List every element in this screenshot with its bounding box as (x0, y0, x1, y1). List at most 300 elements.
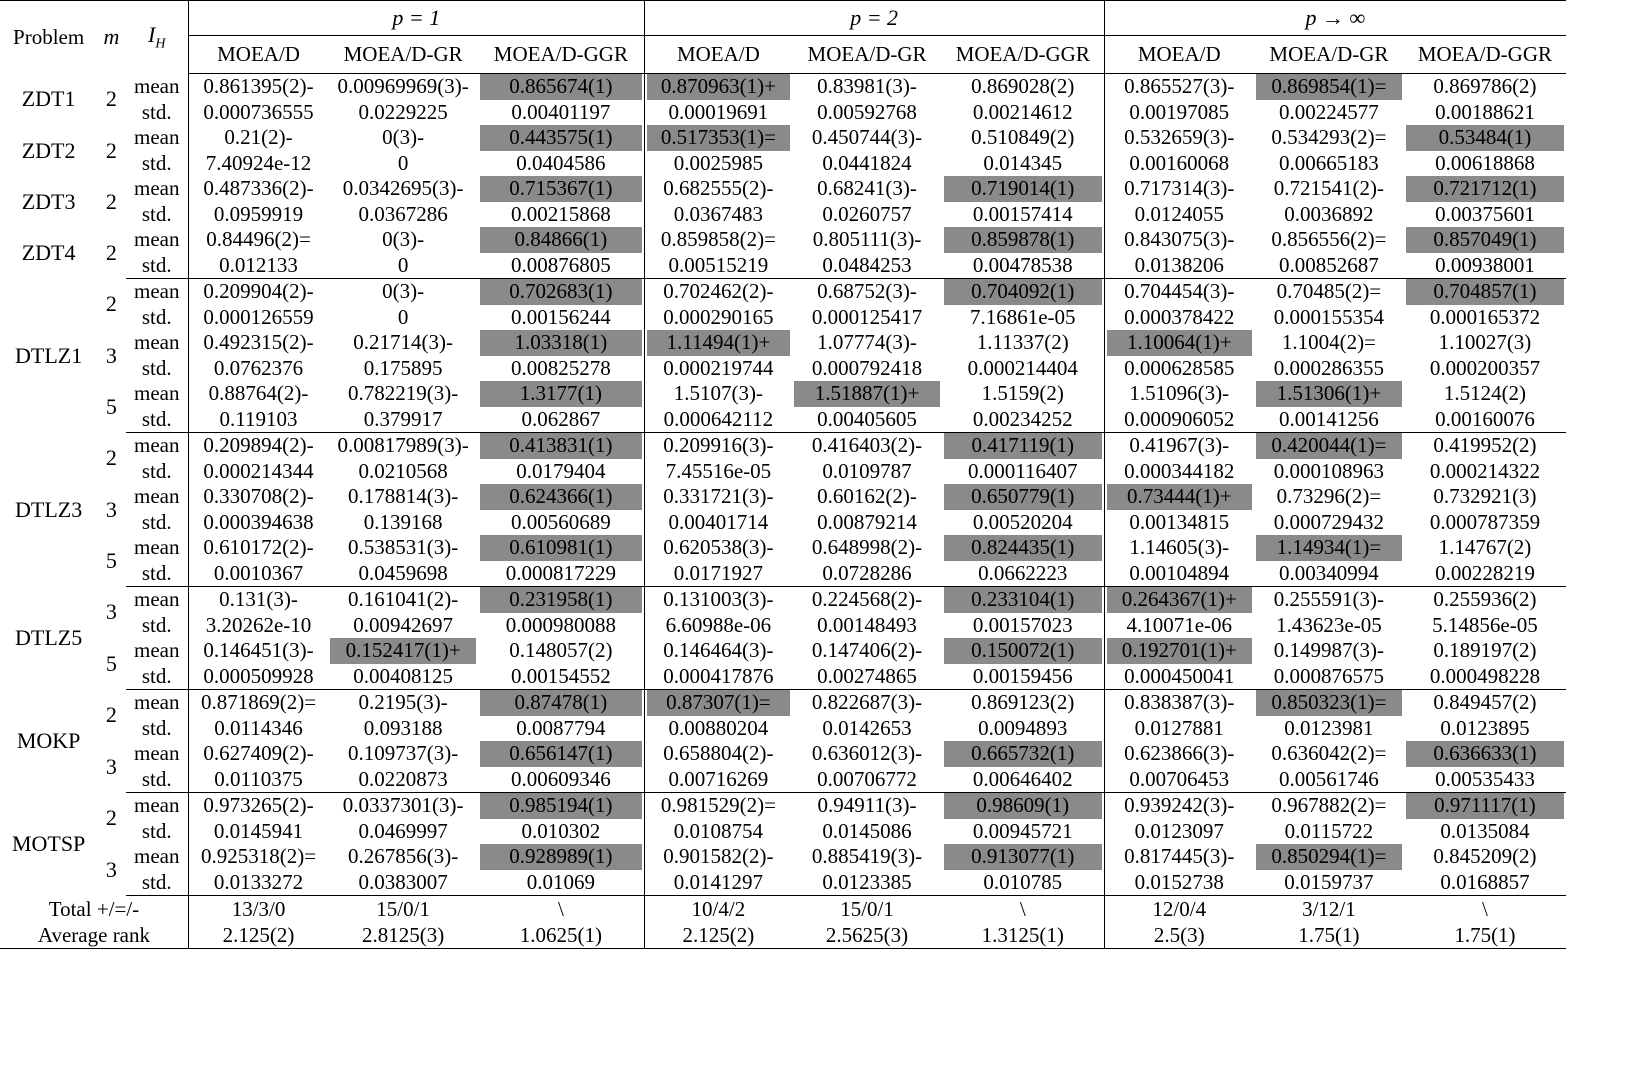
value-cell-best (644, 690, 792, 716)
value-cell (328, 844, 478, 870)
value-cell (942, 330, 1104, 356)
value-cell-best (1104, 587, 1254, 613)
value-text: 0.000417876 (663, 663, 774, 688)
value-cell (1404, 151, 1566, 177)
value-text: 0.00852687 (1279, 252, 1379, 277)
value-text: 0.925318(2)= (200, 844, 317, 868)
objective-count: 2 (105, 291, 117, 317)
value-cell (1254, 100, 1404, 126)
value-cell (942, 253, 1104, 279)
value-cell-best (1254, 74, 1404, 100)
alg-header: MOEA/D-GGR (1404, 36, 1566, 74)
value-cell (1104, 741, 1254, 767)
value-text: 0.109737(3)- (348, 741, 459, 765)
value-text: 0.0728286 (822, 560, 912, 585)
stat-label: std. (126, 613, 189, 639)
value-cell (188, 535, 328, 561)
value-text: 0.857049(1) (1406, 227, 1564, 253)
value-text: 3.20262e-10 (205, 612, 312, 637)
value-text: 0.981529(2)= (660, 793, 776, 817)
alg-header: MOEA/D-GR (1254, 36, 1404, 74)
value-text: 0.00134815 (1129, 509, 1230, 534)
value-text: 0.0145941 (213, 818, 304, 843)
value-cell-best (478, 793, 644, 819)
value-text: 0.939242(3)- (1124, 793, 1235, 817)
value-text: 0.0959919 (213, 201, 304, 226)
value-cell (792, 484, 942, 510)
value-cell (1404, 587, 1566, 613)
value-cell-best (942, 227, 1104, 253)
table-row (0, 484, 1566, 510)
value-text: 0.73444(1)+ (1107, 484, 1252, 510)
objective-count: 3 (105, 856, 117, 882)
value-text: 0.139168 (363, 509, 443, 534)
value-text: 0.267856(3)- (348, 844, 459, 868)
value-text: 0.00716269 (668, 766, 769, 791)
value-cell (644, 356, 792, 382)
value-cell (792, 638, 942, 664)
value-text: 0.00938001 (1435, 252, 1535, 277)
value-text: 0.000214322 (1429, 458, 1541, 483)
stat-label: std. (126, 870, 189, 896)
value-cell (188, 356, 328, 382)
value-cell (328, 459, 478, 485)
value-text: 0.0124055 (1134, 201, 1224, 226)
problem-name: ZDT3 (21, 188, 76, 214)
value-text: 0.255936(2) (1433, 587, 1537, 611)
value-text: 0.000219744 (663, 355, 774, 380)
value-text: 0.967882(2)= (1271, 793, 1387, 817)
value-text: 0.885419(3)- (811, 844, 923, 868)
value-cell (942, 767, 1104, 793)
value-cell (644, 664, 792, 690)
value-cell (1254, 202, 1404, 228)
value-cell (1104, 305, 1254, 331)
value-text: 0.704857(1) (1406, 279, 1564, 305)
value-cell (1254, 870, 1404, 896)
table-row (0, 253, 1566, 279)
value-cell (328, 819, 478, 845)
value-cell (644, 510, 792, 536)
objective-count: 2 (105, 239, 117, 265)
value-cell-best (942, 433, 1104, 459)
value-cell (1404, 74, 1566, 100)
value-text: 0.487336(2)- (203, 176, 314, 200)
value-cell (644, 819, 792, 845)
value-cell-best (478, 381, 644, 407)
value-cell (1254, 819, 1404, 845)
value-cell (328, 510, 478, 536)
value-cell (942, 74, 1104, 100)
value-cell (1104, 202, 1254, 228)
value-cell (1254, 305, 1404, 331)
value-text: 0.70485(2)= (1276, 279, 1382, 303)
value-cell (792, 587, 942, 613)
value-text: 0.00405605 (817, 406, 917, 431)
value-text: 0.623866(3)- (1124, 741, 1235, 765)
value-text: 1.03318(1) (480, 330, 642, 356)
objective-count: 2 (105, 702, 117, 728)
value-text: 0.00706772 (817, 766, 917, 791)
value-text: 0.0367483 (673, 201, 764, 226)
value-cell (644, 407, 792, 433)
value-text: 0.656147(1) (480, 741, 642, 767)
value-text: 0.822687(3)- (811, 690, 923, 714)
value-text: 0.000290165 (663, 304, 774, 329)
objective-count: 3 (105, 496, 117, 522)
value-cell (1404, 305, 1566, 331)
value-text: 0.0220873 (358, 766, 448, 791)
value-cell (1104, 844, 1254, 870)
table-row (0, 459, 1566, 485)
value-cell (1254, 407, 1404, 433)
value-text: 0.000286355 (1273, 355, 1385, 380)
value-text: 0.000378422 (1124, 304, 1235, 329)
value-cell (792, 433, 942, 459)
value-cell (1104, 74, 1254, 100)
value-text: 1.11337(2) (976, 330, 1069, 354)
value-cell (188, 664, 328, 690)
value-text: 0.702462(2)- (663, 279, 774, 303)
value-text: 0(3)- (382, 279, 425, 303)
value-cell (328, 100, 478, 126)
value-cell (188, 407, 328, 433)
value-cell (792, 716, 942, 742)
value-text: 6.60988e-06 (665, 612, 772, 637)
value-text: 0.636012(3)- (811, 741, 923, 765)
value-cell (792, 613, 942, 639)
stat-label: mean (126, 279, 189, 305)
value-cell-best (942, 638, 1104, 664)
value-cell (1254, 279, 1404, 305)
value-cell (328, 227, 478, 253)
value-cell (328, 767, 478, 793)
value-cell (942, 356, 1104, 382)
value-cell (478, 613, 644, 639)
value-text: 0.0110375 (214, 766, 303, 791)
value-text: 0.901582(2)- (663, 844, 774, 868)
stat-label: mean (126, 741, 189, 767)
value-cell (644, 587, 792, 613)
problem-header: Problem (0, 1, 97, 74)
value-text: 0.00817989(3)- (337, 433, 469, 457)
value-text: 0.00188621 (1435, 99, 1535, 124)
value-text: 0.014345 (983, 150, 1063, 175)
value-text: 0.861395(2)- (203, 74, 314, 98)
value-text: 0.73296(2)= (1276, 484, 1382, 508)
value-cell (1404, 690, 1566, 716)
value-cell (792, 330, 942, 356)
objective-count: 3 (105, 599, 117, 625)
table-row (0, 100, 1566, 126)
value-cell (644, 793, 792, 819)
value-text: 0.856556(2)= (1271, 227, 1387, 251)
value-text: 0.0087794 (516, 715, 606, 740)
value-text: 0.00879214 (817, 509, 917, 534)
value-text: 0.0229225 (358, 99, 448, 124)
setting-header-p1 (188, 1, 644, 36)
value-cell (328, 356, 478, 382)
value-text: 0.131(3)- (219, 587, 298, 611)
value-text: 0.00141256 (1279, 406, 1379, 431)
value-cell (1254, 484, 1404, 510)
value-text: 0.00234252 (972, 406, 1073, 431)
value-cell (478, 459, 644, 485)
value-cell (1404, 510, 1566, 536)
value-text: 0.648998(2)- (811, 535, 923, 559)
value-cell (328, 587, 478, 613)
value-cell (644, 176, 792, 202)
value-text: 0.0260757 (822, 201, 912, 226)
value-cell (478, 767, 644, 793)
total-cell: 13/3/0 (231, 896, 286, 921)
objective-count: 2 (105, 805, 117, 831)
value-cell (1404, 535, 1566, 561)
value-cell-best (1254, 433, 1404, 459)
value-cell (328, 741, 478, 767)
value-text: 0.0123981 (1284, 715, 1374, 740)
value-cell (942, 664, 1104, 690)
value-cell (1104, 381, 1254, 407)
value-cell-best (1104, 330, 1254, 356)
value-text: 0.379917 (363, 406, 443, 431)
setting-label: p = 2 (850, 5, 899, 30)
value-cell (1404, 819, 1566, 845)
value-text: 0.00159456 (972, 663, 1073, 688)
value-text: 0.0142653 (822, 715, 912, 740)
value-text: 0.00942697 (353, 612, 453, 637)
value-text: 0.000787359 (1429, 509, 1541, 534)
ih-subscript: H (155, 35, 166, 51)
value-text: 0.010302 (521, 818, 601, 843)
value-text: 0.00019691 (668, 99, 769, 124)
value-text: 0.000200357 (1429, 355, 1541, 380)
value-cell (478, 100, 644, 126)
value-text: 0.0441824 (822, 150, 912, 175)
value-cell (1404, 664, 1566, 690)
value-cell (1254, 793, 1404, 819)
value-cell (1404, 870, 1566, 896)
value-cell (188, 74, 328, 100)
value-cell (1254, 459, 1404, 485)
value-text: 0.87307(1)= (647, 690, 790, 716)
value-text: 1.07774(3)- (817, 330, 917, 354)
value-text: 0.869786(2) (1433, 74, 1537, 98)
value-cell-best (644, 330, 792, 356)
value-cell (942, 561, 1104, 587)
value-cell-best (1404, 279, 1566, 305)
value-cell (478, 819, 644, 845)
value-cell (644, 535, 792, 561)
value-cell (942, 100, 1104, 126)
value-cell (188, 100, 328, 126)
value-text: 0.00561746 (1279, 766, 1379, 791)
value-cell (942, 690, 1104, 716)
value-cell-best (942, 587, 1104, 613)
value-cell-best (478, 227, 644, 253)
value-text: 0.865674(1) (480, 74, 642, 100)
value-cell (644, 305, 792, 331)
value-cell (188, 587, 328, 613)
value-text: 0.849457(2) (1433, 690, 1537, 714)
rank-cell: 2.5625(3) (792, 922, 942, 949)
value-cell (328, 305, 478, 331)
value-cell (942, 819, 1104, 845)
value-cell (188, 638, 328, 664)
value-cell-best (1254, 381, 1404, 407)
value-cell (1104, 151, 1254, 177)
problem-name: MOTSP (11, 831, 86, 856)
value-text: 0.845209(2) (1433, 844, 1537, 868)
value-cell (1404, 202, 1566, 228)
value-text: 1.43623e-05 (1276, 612, 1382, 637)
table-row (0, 74, 1566, 100)
value-text: 0.000125417 (811, 304, 923, 329)
value-text: 0.704092(1) (944, 279, 1102, 305)
stat-label: std. (126, 510, 189, 536)
value-text: 0.0133272 (213, 869, 304, 894)
value-text: 0.94911(3)- (817, 793, 917, 817)
value-text: 0.850323(1)= (1256, 690, 1402, 716)
stat-label: std. (126, 253, 189, 279)
value-cell (792, 535, 942, 561)
value-text: 0.00160076 (1435, 406, 1535, 431)
rank-cell: 2.125(2) (644, 922, 792, 949)
value-cell (792, 664, 942, 690)
value-text: 0.84866(1) (480, 227, 642, 253)
value-cell (942, 151, 1104, 177)
value-text: 0.0404586 (516, 150, 606, 175)
stat-label: mean (126, 433, 189, 459)
stat-label: mean (126, 227, 189, 253)
value-cell (328, 433, 478, 459)
value-cell (1404, 484, 1566, 510)
value-text: 0.00408125 (353, 663, 453, 688)
value-text: 1.5107(3)- (673, 381, 763, 405)
value-text: 1.14934(1)= (1256, 535, 1402, 561)
value-text: 5.14856e-05 (1432, 612, 1538, 637)
value-cell (1254, 561, 1404, 587)
value-cell (792, 176, 942, 202)
value-cell (792, 741, 942, 767)
value-cell (792, 227, 942, 253)
value-text: 0.658804(2)- (663, 741, 774, 765)
rank-cell: 1.75(1) (1404, 922, 1566, 949)
value-cell (478, 356, 644, 382)
value-cell-best (942, 741, 1104, 767)
value-text: 0.0094893 (978, 715, 1068, 740)
value-text: 0.538531(3)- (348, 535, 459, 559)
value-text: 0.331721(3)- (663, 484, 774, 508)
value-text: 0.843075(3)- (1124, 227, 1235, 251)
value-text: 0.0762376 (213, 355, 304, 380)
value-cell (792, 459, 942, 485)
table-row (0, 279, 1566, 305)
value-text: 0.620538(3)- (663, 535, 774, 559)
value-cell (1404, 459, 1566, 485)
value-cell (1254, 356, 1404, 382)
table-row (0, 716, 1566, 742)
value-text: 0.00945721 (972, 818, 1073, 843)
table-row (0, 125, 1566, 151)
value-cell (644, 741, 792, 767)
value-cell (328, 381, 478, 407)
table-row (0, 330, 1566, 356)
value-text: 0.264367(1)+ (1107, 587, 1252, 613)
value-text: 0.717314(3)- (1124, 176, 1235, 200)
value-cell (1404, 716, 1566, 742)
value-cell (1104, 100, 1254, 126)
value-text: 0.0210568 (358, 458, 448, 483)
value-text: 0.00515219 (668, 252, 769, 277)
value-text: 0.0115722 (1284, 818, 1374, 843)
value-cell (188, 510, 328, 536)
total-cell: 12/0/4 (1152, 896, 1207, 921)
value-cell (792, 870, 942, 896)
table-row (0, 793, 1566, 819)
value-cell (328, 330, 478, 356)
value-text: 0.850294(1)= (1256, 844, 1402, 870)
value-text: 7.40924e-12 (205, 150, 312, 175)
value-text: 0.000214344 (203, 458, 314, 483)
value-text: 1.51096(3)- (1129, 381, 1230, 405)
stat-label: mean (126, 381, 189, 407)
value-text: 0.000344182 (1124, 458, 1235, 483)
value-cell (188, 253, 328, 279)
rank-cell: 2.125(2) (188, 922, 328, 949)
value-cell (792, 819, 942, 845)
objective-count: 5 (105, 547, 117, 573)
value-cell (942, 305, 1104, 331)
value-cell-best (1254, 844, 1404, 870)
value-cell (328, 202, 478, 228)
value-cell-best (1404, 176, 1566, 202)
value-text: 0.492315(2)- (203, 330, 314, 354)
value-cell (188, 279, 328, 305)
value-text: 0.000876575 (1273, 663, 1385, 688)
value-text: 0.665732(1) (944, 741, 1102, 767)
value-text: 0.0109787 (822, 458, 912, 483)
value-text: 0.000108963 (1273, 458, 1385, 483)
value-text: 0.00401714 (668, 509, 769, 534)
rank-cell: 2.5(3) (1104, 922, 1254, 949)
problem-name: DTLZ1 (15, 342, 83, 368)
value-cell-best (1104, 638, 1254, 664)
value-cell-best (478, 330, 644, 356)
value-text: 0.233104(1) (944, 587, 1102, 613)
value-cell (328, 561, 478, 587)
value-text: 0 (397, 304, 409, 329)
value-cell (1254, 664, 1404, 690)
value-text: 0.150072(1) (944, 638, 1102, 664)
value-text: 0.53484(1) (1406, 125, 1564, 151)
stat-label: mean (126, 74, 189, 100)
value-cell (792, 202, 942, 228)
value-cell (188, 227, 328, 253)
value-cell (1104, 227, 1254, 253)
table-row (0, 381, 1566, 407)
value-text: 0.838387(3)- (1124, 690, 1235, 714)
value-cell (644, 716, 792, 742)
value-text: 0.00157414 (972, 201, 1073, 226)
total-cell: \ (478, 896, 644, 923)
value-cell (1404, 100, 1566, 126)
value-cell (1254, 176, 1404, 202)
objective-count: 5 (105, 393, 117, 419)
objective-count: 3 (105, 342, 117, 368)
value-cell-best (1404, 227, 1566, 253)
value-cell (478, 305, 644, 331)
